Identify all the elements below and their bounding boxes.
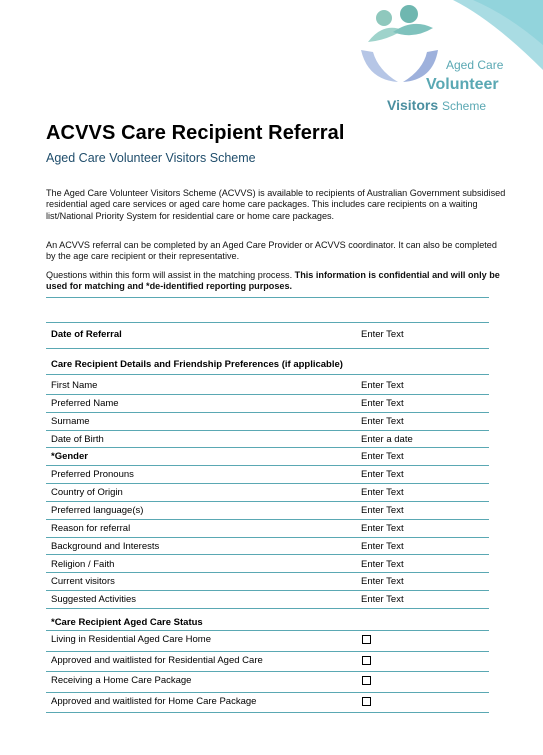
field-input[interactable]: Enter Text (361, 576, 404, 588)
intro-paragraph-3-text: Questions within this form will assist in the matching process. (46, 270, 295, 280)
status-label: Receiving a Home Care Package (51, 675, 192, 686)
intro-paragraph-1: The Aged Care Volunteer Visitors Scheme (ACVVS) is available to recipients of Australian Government subsidised residential aged care services or aged care home care packages. This includes care recipients on a waiting list/National Priority System for residential care or home care packages. (46, 188, 506, 221)
divider (46, 297, 489, 298)
field-label: Reason for referral (51, 522, 131, 534)
status-checkbox[interactable] (362, 697, 371, 706)
page-subtitle: Aged Care Volunteer Visitors Scheme (46, 151, 256, 165)
logo-line1: Aged Care (446, 58, 504, 72)
field-label: Religion / Faith (51, 558, 115, 570)
status-checkbox[interactable] (362, 656, 371, 665)
table-row (46, 573, 489, 591)
table-row (46, 502, 489, 520)
logo-line3-rest: Scheme (442, 99, 487, 113)
field-input[interactable]: Enter a date (361, 433, 413, 445)
status-row (46, 672, 489, 693)
divider (46, 322, 489, 323)
status-row (46, 693, 489, 714)
table-row (46, 591, 489, 609)
table-row (46, 413, 489, 431)
field-input[interactable]: Enter Text (361, 504, 404, 516)
field-input[interactable]: Enter Text (361, 415, 404, 427)
logo-line2: Volunteer (426, 76, 499, 93)
field-input[interactable]: Enter Text (361, 487, 404, 499)
field-label: *Gender (51, 451, 88, 463)
field-label: Surname (51, 415, 90, 427)
confidentiality-note: This information is confidential and will only be used for matching and *de-identified reporting purposes. (46, 270, 500, 292)
status-row (46, 652, 489, 673)
field-label: Preferred Pronouns (51, 469, 134, 481)
status-checkbox[interactable] (362, 635, 371, 644)
status-row (46, 631, 489, 652)
table-row (46, 395, 489, 413)
field-label: Current visitors (51, 576, 115, 588)
date-of-referral-row (46, 326, 489, 349)
field-label: First Name (51, 380, 98, 391)
status-checkbox[interactable] (362, 676, 371, 685)
acvvs-logo (343, 0, 543, 120)
intro-paragraph-3 (46, 270, 506, 293)
table-row (46, 448, 489, 466)
intro-paragraph-2: An ACVVS referral can be completed by an Aged Care Provider or ACVVS coordinator. It can also be completed by the age care recipient or their representative. (46, 240, 497, 262)
field-input[interactable]: Enter Text (361, 540, 404, 552)
field-input[interactable]: Enter Text (361, 594, 404, 606)
field-label: Country of Origin (51, 487, 123, 499)
status-label: Living in Residential Aged Care Home (51, 634, 212, 645)
date-of-referral-label: Date of Referral (51, 329, 122, 340)
field-label: Preferred Name (51, 397, 119, 409)
field-label: Background and Interests (51, 540, 160, 552)
field-input[interactable]: Enter Text (361, 522, 404, 534)
field-input[interactable]: Enter Text (361, 469, 404, 481)
field-input[interactable]: Enter Text (361, 558, 404, 570)
status-label: Approved and waitlisted for Home Care Package (51, 695, 257, 707)
table-row (46, 538, 489, 556)
table-row (46, 484, 489, 502)
status-section-heading: *Care Recipient Aged Care Status (51, 617, 203, 628)
table-row (46, 377, 489, 395)
logo-line3 (387, 97, 486, 113)
status-label: Approved and waitlisted for Residential Aged Care (51, 654, 263, 666)
table-row (46, 466, 489, 484)
field-label: Suggested Activities (51, 594, 137, 606)
table-row (46, 556, 489, 574)
field-label: Date of Birth (51, 433, 104, 445)
page-title: ACVVS Care Recipient Referral (46, 122, 345, 144)
field-label: Preferred language(s) (51, 504, 144, 516)
divider (46, 374, 489, 375)
field-input[interactable]: Enter Text (361, 451, 404, 463)
logo-line3-bold: Visitors (387, 97, 439, 113)
table-row (46, 431, 489, 449)
details-section-heading: Care Recipient Details and Friendship Preferences (if applicable) (51, 359, 343, 370)
date-of-referral-field[interactable]: Enter Text (361, 329, 404, 340)
table-row (46, 520, 489, 538)
field-input[interactable]: Enter Text (361, 397, 404, 409)
field-input[interactable]: Enter Text (361, 380, 404, 391)
